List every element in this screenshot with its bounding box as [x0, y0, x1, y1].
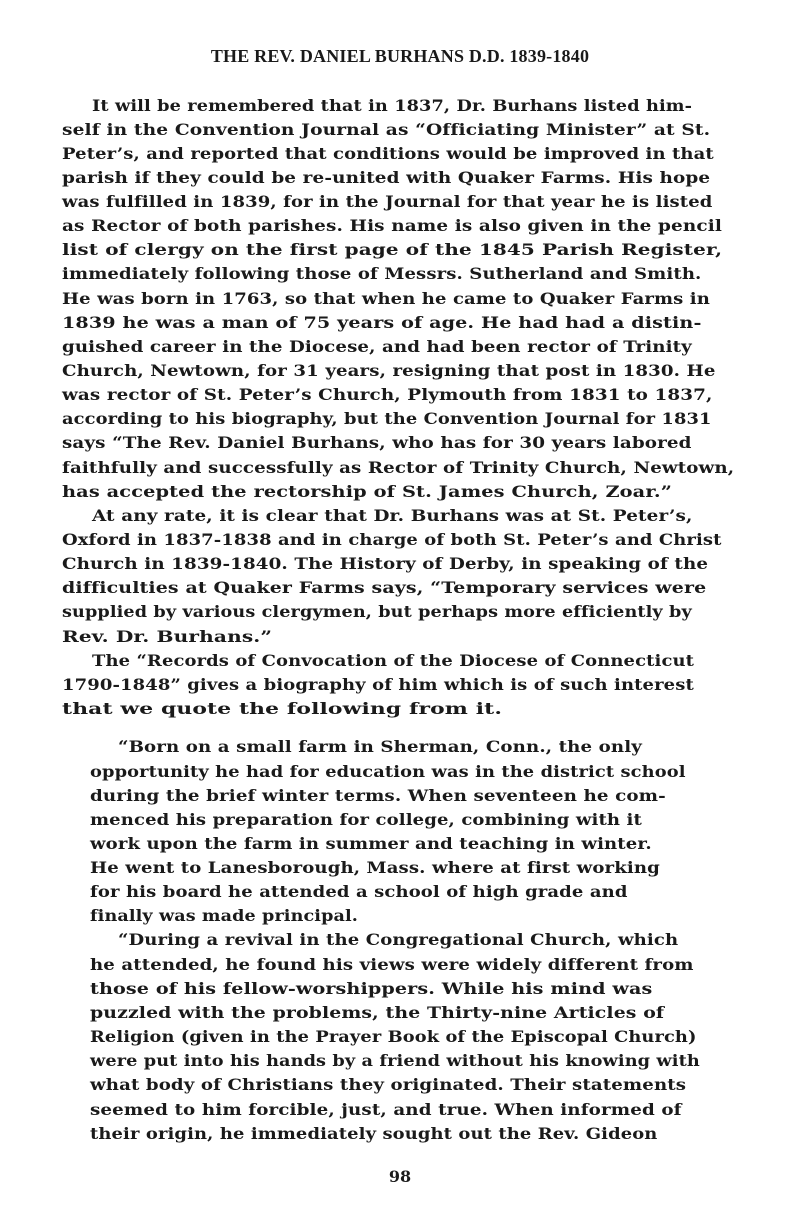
- text-line: supplied by various clergymen, but perhaps more efficiently by: [62, 602, 692, 621]
- text-line: list of clergy on the first page of the 1845 Parish Register,: [62, 240, 723, 259]
- text-line: Peter’s, and reported that conditions would be improved in that: [62, 144, 714, 163]
- text-line: immediately following those of Messrs. Sutherland and Smith.: [62, 264, 702, 283]
- text-line: what body of Christians they originated. Their statements: [90, 1075, 687, 1094]
- text-line: 1790-1848” gives a biography of him which is of such interest: [62, 675, 694, 694]
- page-number: 98: [388, 1167, 412, 1186]
- text-line: difficulties at Quaker Farms says, “Temporary services were: [62, 578, 707, 597]
- text-line: guished career in the Diocese, and had been rector of Trinity: [62, 337, 692, 356]
- text-line: those of his fellow-worshippers. While his mind was: [90, 979, 653, 998]
- text-line: The “Records of Convocation of the Diocese of Connecticut: [92, 651, 695, 670]
- text-line: he attended, he found his views were widely different from: [90, 955, 694, 974]
- text-line: faithfully and successfully as Rector of Trinity Church, Newtown,: [62, 458, 735, 477]
- text-line: according to his biography, but the Convention Journal for 1831: [62, 409, 712, 428]
- text-line: that we quote the following from it.: [62, 699, 503, 718]
- text-line: 1839 he was a man of 75 years of age. He had had a distin-: [62, 313, 702, 332]
- text-line: Church, Newtown, for 31 years, resigning that post in 1830. He: [62, 361, 716, 380]
- text-line: finally was made principal.: [90, 906, 358, 925]
- text-line: as Rector of both parishes. His name is also given in the pencil: [62, 216, 722, 235]
- text-line: menced his preparation for college, combining with it: [90, 810, 642, 829]
- text-line: work upon the farm in summer and teaching in winter.: [90, 834, 652, 853]
- text-line: He was born in 1763, so that when he came to Quaker Farms in: [62, 289, 710, 308]
- text-line: was fulfilled in 1839, for in the Journal for that year he is listed: [62, 192, 713, 211]
- page-title: THE REV. DANIEL BURHANS D.D. 1839-1840: [210, 46, 590, 66]
- text-line: “Born on a small farm in Sherman, Conn., the only: [118, 737, 642, 756]
- text-line: for his board he attended a school of high grade and: [90, 882, 628, 901]
- text-line: was rector of St. Peter’s Church, Plymouth from 1831 to 1837,: [62, 385, 713, 404]
- text-line: At any rate, it is clear that Dr. Burhans was at St. Peter’s,: [92, 506, 693, 525]
- text-line: “During a revival in the Congregational Church, which: [118, 930, 679, 949]
- text-line: opportunity he had for education was in the district school: [90, 762, 686, 781]
- text-line: self in the Convention Journal as “Officiating Minister” at St.: [62, 120, 711, 139]
- text-line: puzzled with the problems, the Thirty-nine Articles of: [90, 1003, 665, 1022]
- text-line: seemed to him forcible, just, and true. When informed of: [90, 1100, 682, 1119]
- text-line: their origin, he immediately sought out the Rev. Gideon: [90, 1124, 658, 1143]
- text-line: He went to Lanesborough, Mass. where at first working: [90, 858, 660, 877]
- text-line: Church in 1839-1840. The History of Derby, in speaking of the: [62, 554, 709, 573]
- text-line: says “The Rev. Daniel Burhans, who has for 30 years labored: [62, 433, 692, 452]
- text-line: during the brief winter terms. When seventeen he com-: [90, 786, 666, 805]
- text-line: It will be remembered that in 1837, Dr. Burhans listed him-: [92, 96, 693, 115]
- text-line: Religion (given in the Prayer Book of the Episcopal Church): [90, 1027, 697, 1046]
- text-line: has accepted the rectorship of St. James Church, Zoar.”: [62, 482, 672, 501]
- text-line: Rev. Dr. Burhans.”: [62, 627, 273, 646]
- text-line: were put into his hands by a friend without his knowing with: [90, 1051, 700, 1070]
- text-line: parish if they could be re-united with Quaker Farms. His hope: [62, 168, 711, 187]
- text-line: Oxford in 1837-1838 and in charge of both St. Peter’s and Christ: [62, 530, 722, 549]
